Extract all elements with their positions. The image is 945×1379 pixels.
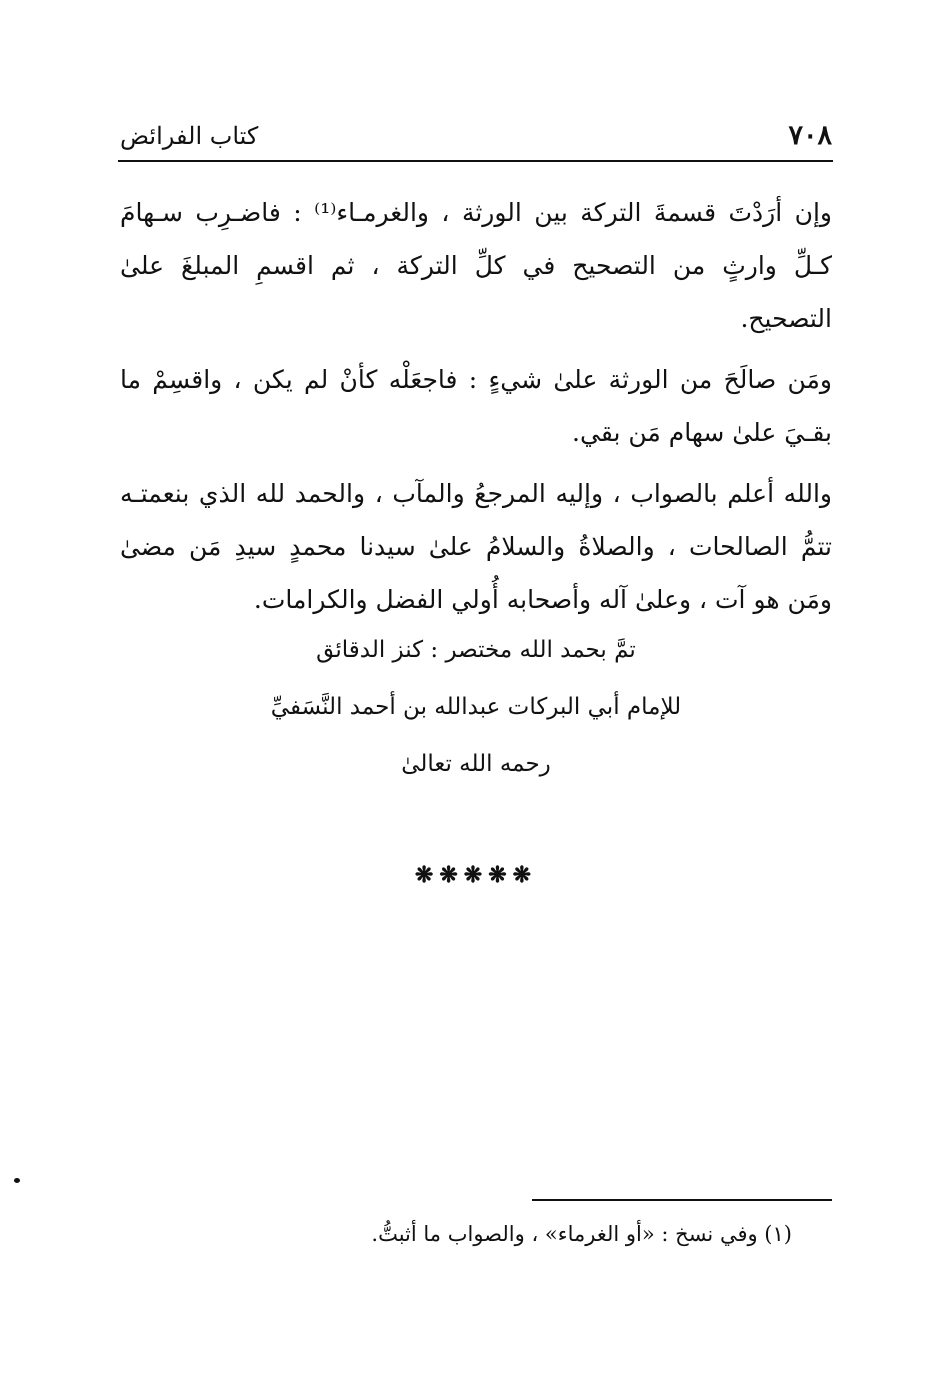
colophon [120, 622, 832, 793]
scan-speck [14, 1178, 20, 1183]
asterisk-ornament: ❋❋❋❋❋ [414, 862, 538, 888]
colophon-line-completion: تمَّ بحمد الله مختصر : كنز الدقائق [316, 637, 636, 663]
running-title: كتاب الفرائض [120, 122, 259, 150]
footnote-divider [532, 1199, 832, 1201]
main-text [120, 186, 832, 634]
page-number: ٧٠٨ [788, 120, 832, 151]
paragraph-settlement: ومَن صالَحَ من الورثة علىٰ شيءٍ : فاجعَلْه كأنْ لم يكن ، واقسِمْ ما بقـيَ علىٰ سهام مَن بقي. [120, 365, 832, 447]
header-divider [118, 160, 833, 162]
page-header [120, 118, 832, 158]
colophon-line-author: للإمام أبي البركات عبدالله بن أحمد النَّسَفيِّ [270, 694, 682, 720]
paragraph-closing-praise: والله أعلم بالصواب ، وإليه المرجعُ والمآب ، والحمد لله الذي بنعمتـه تتمُّ الصالحات ، والصلاةُ والسلامُ علىٰ سيدنا محمدٍ سيدِ مَن مضىٰ ومَن هو آت ، وعلىٰ آله وأصحابه أُولي الفضل والكرامات. [120, 479, 832, 614]
footnote: (١) وفي نسخ : «أو الغرماء» ، والصواب ما أثبتُّ. [371, 1222, 792, 1246]
paragraph-division-of-estate: وإن أرَدْتَ قسمةَ التركة بين الورثة ، والغرمـاء⁽¹⁾ : فاضـرِب سـهامَ كـلِّ وارثٍ من التصحيح في كلِّ التركة ، ثم اقسمِ المبلغَ علىٰ التصحيح. [120, 198, 832, 333]
colophon-line-blessing: رحمه الله تعالىٰ [401, 751, 551, 777]
